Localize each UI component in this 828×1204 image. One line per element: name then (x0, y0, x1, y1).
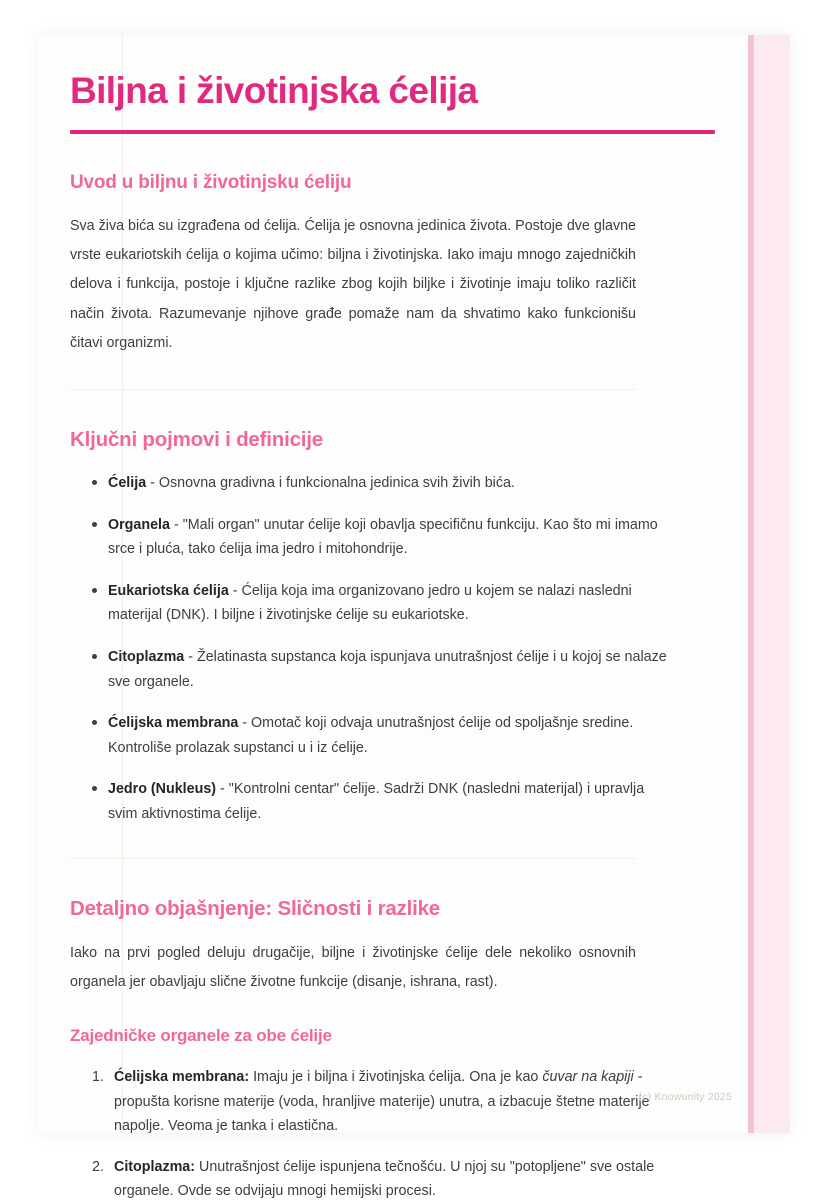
term-emphasis: čuvar na kapiji (542, 1069, 634, 1086)
term-name: Ćelijska membrana: (114, 1069, 250, 1086)
detailed-paragraph: Iako na prvi pogled deluju drugačije, biljne i životinjske ćelije dele nekoliko osnovnih organela jer obavljaju slične životne funkcije (disanje, ishrana, rast). (70, 944, 636, 990)
term-definition: - "Kontrolni centar" ćelije. Sadrži DNK (nasledni materijal) i upravlja svim aktivnostima ćelije. (108, 781, 645, 822)
document-content (70, 35, 670, 1204)
intro-paragraph: Sva živa bića su izgrađena od ćelija. Ćelija je osnovna jedinica života. Postoje dve glavne vrste eukariotskih ćelija o kojima učimo: biljna i životinjska. Iako imaju mnogo zajedničkih delova i funkcija, postoje i ključne razlike zbog kojih biljke i životinje imaju toliko različit način života. Razumevanje njihove građe pomaže nam da shvatimo kako funkcionišu čitavi organizmi. (70, 217, 636, 351)
list-item (92, 513, 672, 562)
term-name: Citoplazma: (114, 1158, 196, 1175)
common-organelles-list (70, 1065, 682, 1204)
section-heading-intro: Uvod u biljnu i životinjsku ćeliju (70, 171, 352, 193)
term-text-after: - propušta korisne materije (voda, hranljive materije) unutra, a izbacuje štetne materije napolje. Veoma je tanka i elastična. (114, 1069, 650, 1135)
section-heading-key-terms: Ključni pojmovi i definicije (70, 428, 323, 452)
section-divider-1 (70, 389, 636, 390)
page-edge-strip (748, 35, 790, 1133)
list-item (92, 471, 672, 496)
term-definition: - Želatinasta supstanca koja ispunjava unutrašnjost ćelije i u kojoj se nalaze sve organele. (108, 649, 667, 690)
term-name: Citoplazma (108, 649, 185, 666)
list-item (92, 777, 672, 826)
list-item (92, 711, 672, 760)
title-underline (70, 130, 715, 134)
list-item (92, 1065, 682, 1139)
term-name: Ćelijska membrana (108, 715, 239, 732)
term-definition: - Ćelija koja ima organizovano jedro u kojem se nalazi nasledni materijal (DNK). I biljne i životinjske ćelije su eukariotske. (108, 582, 632, 624)
term-definition: - "Mali organ" unutar ćelije koji obavlja specifičnu funkciju. Kao što mi imamo srce i pluća, tako ćelija ima jedro i mitohondrije. (108, 516, 658, 558)
list-item (92, 645, 672, 694)
list-item (92, 1155, 682, 1204)
term-text-before: Unutrašnjost ćelije ispunjena tečnošću. U njoj su "potopljene" sve ostale organele. Ovde se odvijaju mnogi hemijski procesi. (114, 1158, 655, 1200)
subsection-heading-common-organelles: Zajedničke organele za obe ćelije (70, 1026, 332, 1046)
term-name: Organela (108, 516, 170, 533)
term-name: Jedro (Nukleus) (108, 781, 217, 798)
term-name: Eukariotska ćelija (108, 582, 229, 599)
term-definition: - Osnovna gradivna i funkcionalna jedinica svih živih bića. (150, 475, 515, 492)
section-divider-2 (70, 858, 636, 859)
page-title: Biljna i životinjska ćelija (70, 70, 478, 111)
section-heading-detailed: Detaljno objašnjenje: Sličnosti i razlike (70, 896, 441, 920)
term-definition: - Omotač koji odvaja unutrašnjost ćelije od spoljašnje sredine. Kontroliše prolazak supstanci u i iz ćelije. (108, 715, 634, 756)
key-terms-list (70, 471, 672, 826)
term-name: Ćelija (108, 475, 147, 492)
document-page (38, 35, 790, 1200)
list-item (92, 579, 672, 628)
watermark: (c) Knowunity 2025 (638, 1091, 732, 1103)
term-text-before: Imaju je i biljna i životinjska ćelija. Ona je kao (249, 1069, 543, 1086)
